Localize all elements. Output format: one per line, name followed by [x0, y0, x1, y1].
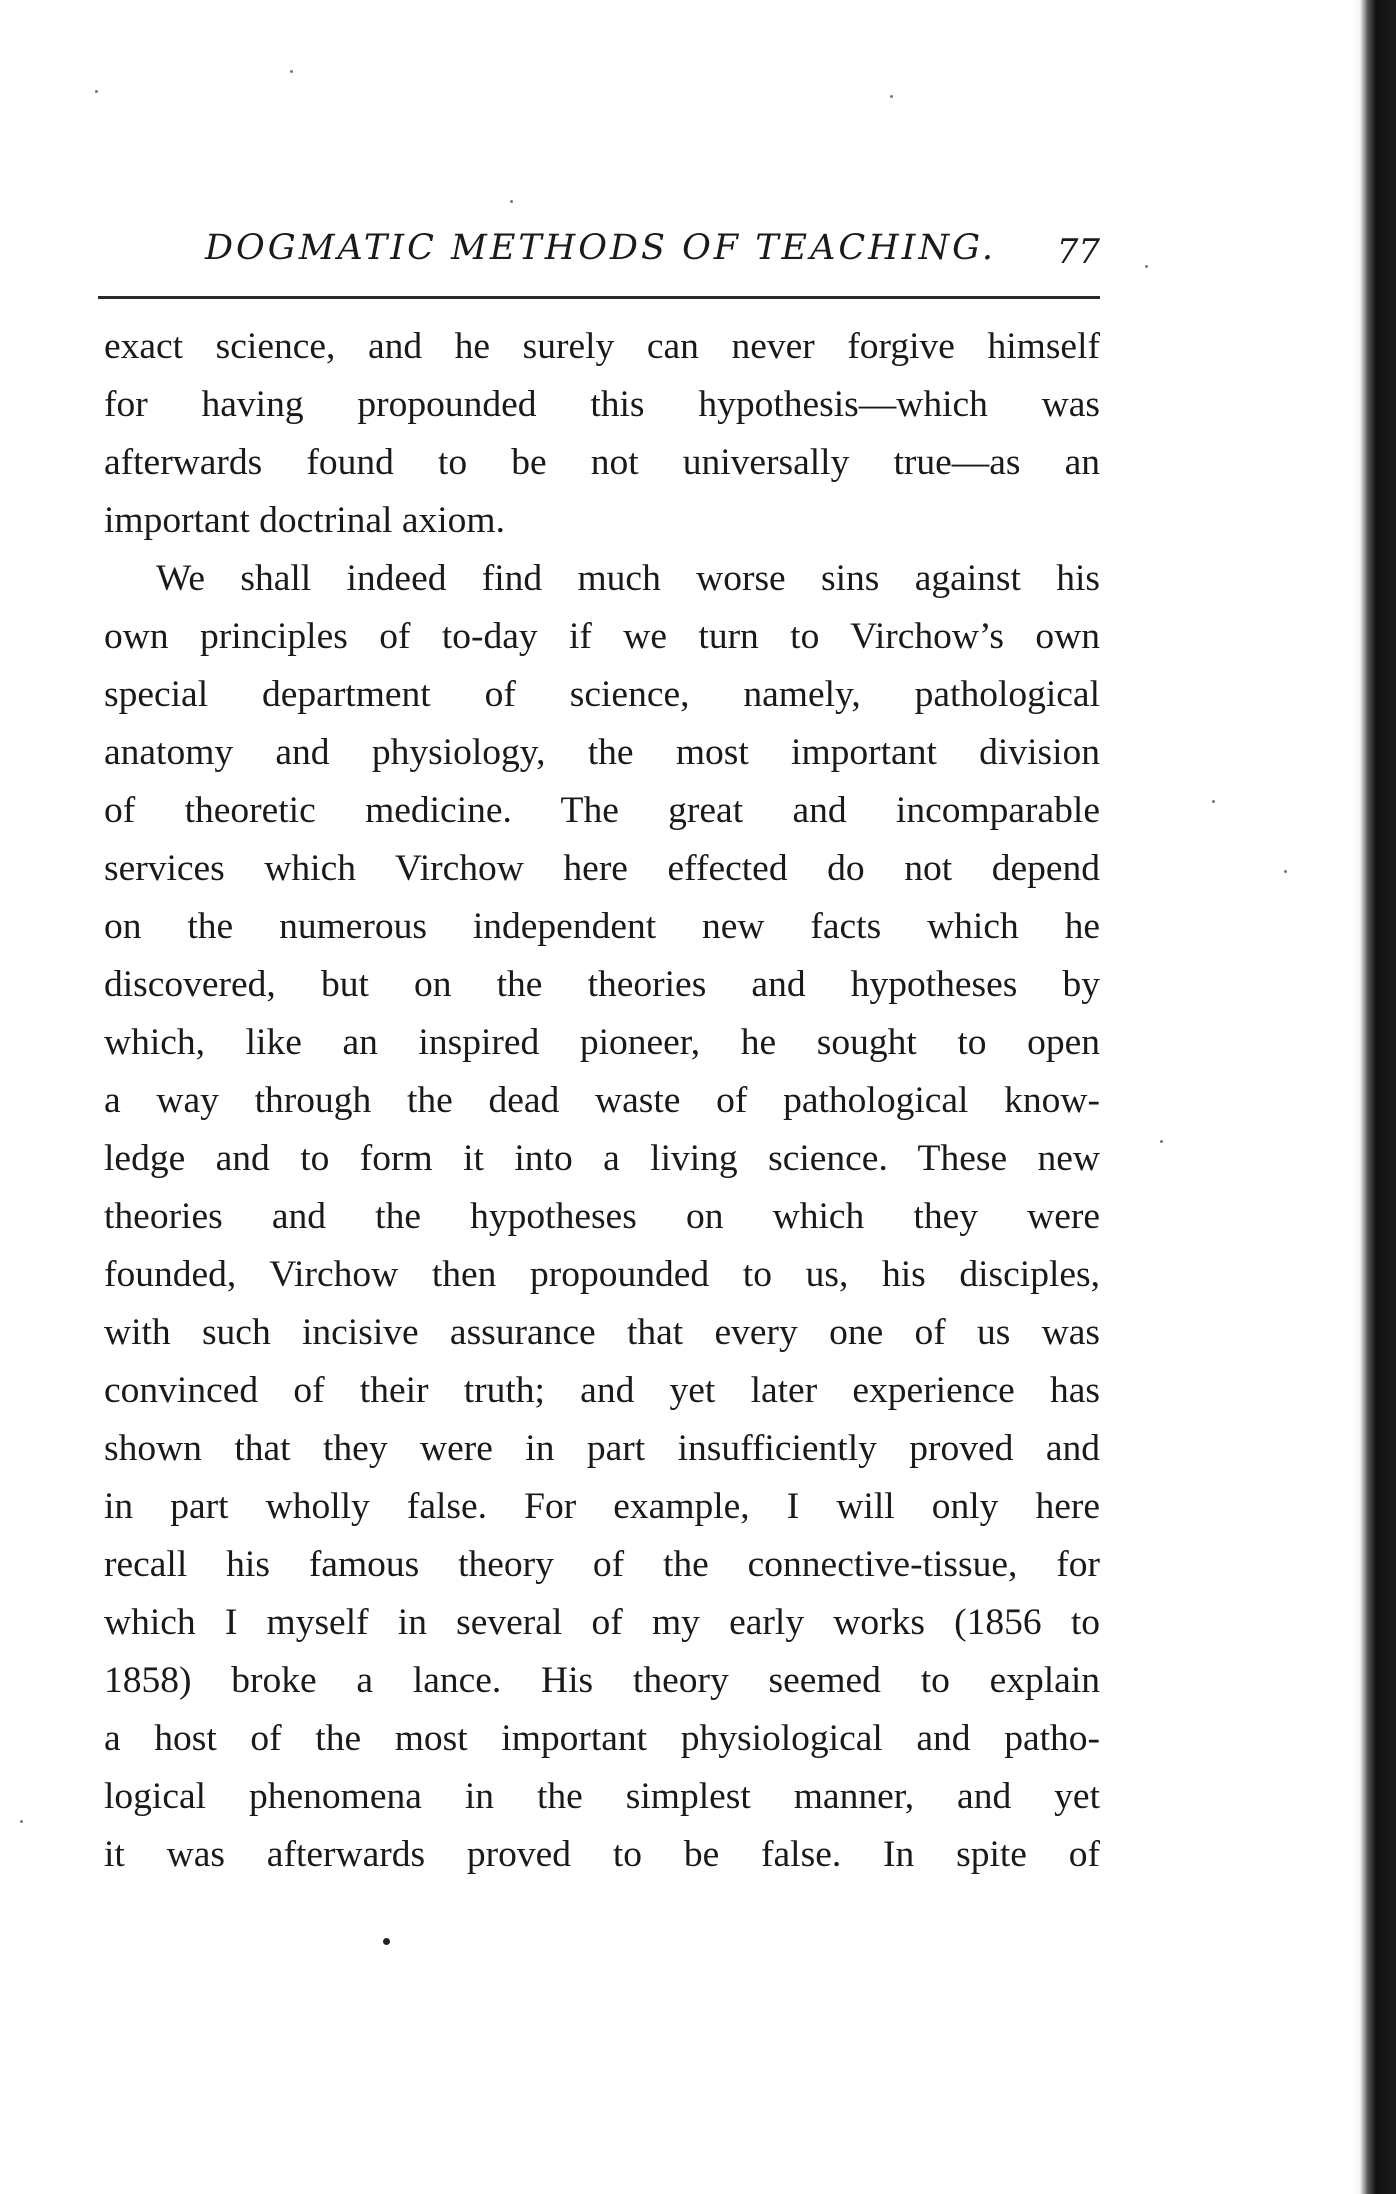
- text-line: a host of the most important physiological and patho-: [104, 1718, 1100, 1759]
- text-line: afterwards found to be not universally true—as an: [104, 442, 1100, 483]
- scan-speck: [1160, 1140, 1163, 1143]
- text-line: with such incisive assurance that every one of us was: [104, 1312, 1100, 1353]
- scan-speck: [290, 70, 293, 73]
- scan-speck: [95, 90, 98, 93]
- text-line: exact science, and he surely can never forgive himself: [104, 326, 1100, 367]
- text-line: We shall indeed find much worse sins against his: [156, 558, 1100, 599]
- text-line: logical phenomena in the simplest manner, and yet: [104, 1776, 1100, 1817]
- page-header: [205, 228, 1100, 288]
- running-title: DOGMATIC METHODS OF TEACHING.: [205, 228, 996, 268]
- text-line: founded, Virchow then propounded to us, his disciples,: [104, 1254, 1100, 1295]
- text-line: important doctrinal axiom.: [104, 500, 505, 541]
- scan-speck: [890, 95, 893, 98]
- text-line: 1858) broke a lance. His theory seemed to explain: [104, 1660, 1100, 1701]
- text-line: recall his famous theory of the connective-tissue, for: [104, 1544, 1100, 1585]
- body-text: [104, 318, 1100, 1884]
- text-line: a way through the dead waste of pathological know-: [104, 1080, 1100, 1121]
- header-rule: [98, 296, 1100, 299]
- text-line: shown that they were in part insufficiently proved and: [104, 1428, 1100, 1469]
- text-line: special department of science, namely, pathological: [104, 674, 1100, 715]
- text-line: anatomy and physiology, the most important division: [104, 732, 1100, 773]
- text-line: theories and the hypotheses on which they were: [104, 1196, 1100, 1237]
- text-line: it was afterwards proved to be false. In spite of: [104, 1834, 1100, 1875]
- page-number: 77: [1056, 232, 1100, 272]
- text-line: ledge and to form it into a living science. These new: [104, 1138, 1100, 1179]
- text-line: for having propounded this hypothesis—which was: [104, 384, 1100, 425]
- text-line: convinced of their truth; and yet later experience has: [104, 1370, 1100, 1411]
- scan-speck: [1284, 870, 1287, 873]
- text-line: which I myself in several of my early works (1856 to: [104, 1602, 1100, 1643]
- text-line: in part wholly false. For example, I will only here: [104, 1486, 1100, 1527]
- text-line: discovered, but on the theories and hypotheses by: [104, 964, 1100, 1005]
- text-line: own principles of to-day if we turn to Virchow’s own: [104, 616, 1100, 657]
- scan-speck: [510, 200, 513, 203]
- scan-speck: [20, 1820, 23, 1823]
- scan-speck: [1212, 800, 1215, 803]
- scan-speck: [383, 1938, 390, 1945]
- scan-speck: [1145, 265, 1148, 268]
- text-line: of theoretic medicine. The great and incomparable: [104, 790, 1100, 831]
- text-line: on the numerous independent new facts which he: [104, 906, 1100, 947]
- binding-edge: [1352, 0, 1396, 2194]
- text-line: which, like an inspired pioneer, he sought to open: [104, 1022, 1100, 1063]
- text-line: services which Virchow here effected do not depend: [104, 848, 1100, 889]
